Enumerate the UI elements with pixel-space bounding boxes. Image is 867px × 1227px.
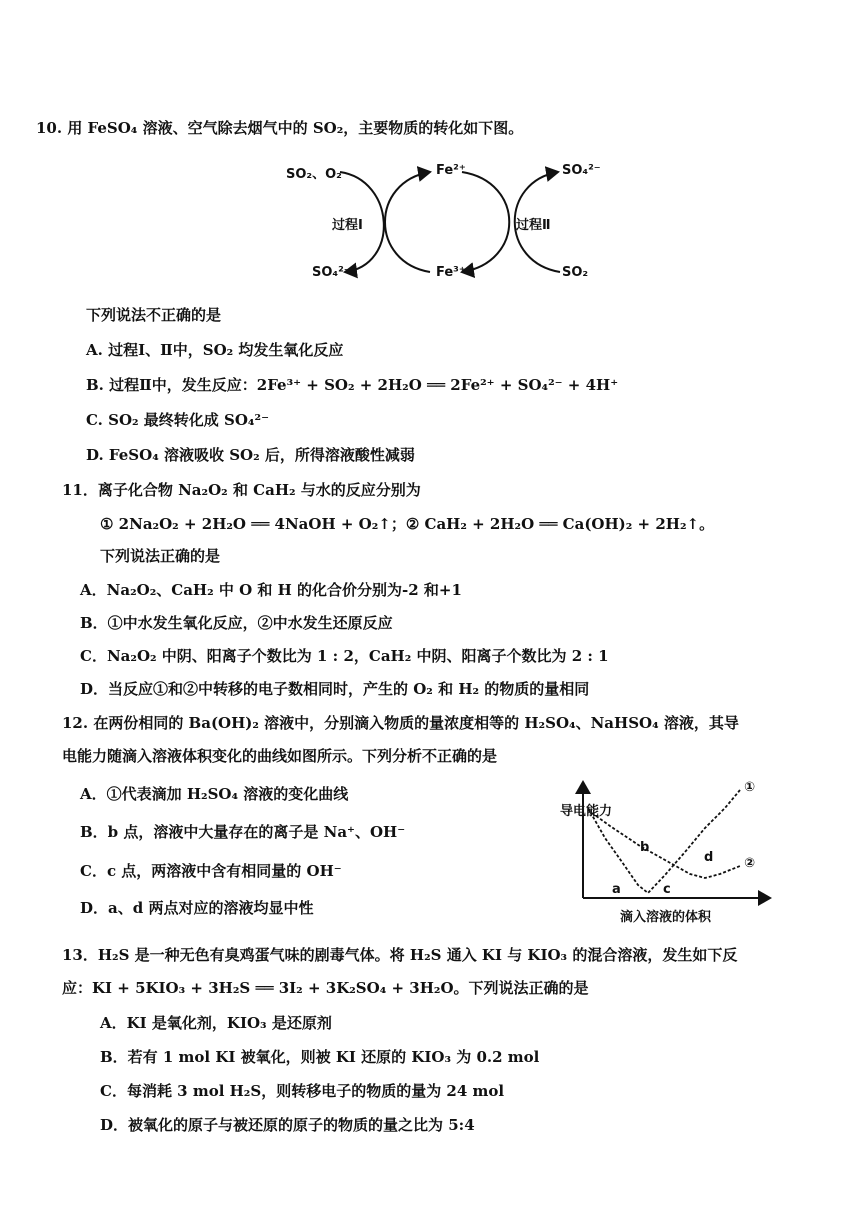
diagram-bottom-mid: Fe³⁺	[436, 265, 466, 280]
q12-option-b: B．b 点，溶液中大量存在的离子是 Na⁺、OH⁻	[80, 823, 406, 841]
q11-equations: ① 2Na₂O₂ + 2H₂O ══ 4NaOH + O₂↑；② CaH₂ + 2H₂O ══ Ca(OH)₂ + 2H₂↑。	[100, 515, 715, 533]
q13-stem-line1: 13．H₂S 是一种无色有臭鸡蛋气味的剧毒气体。将 H₂S 通入 KI 与 KIO₃ 的混合溶液，发生如下反	[62, 946, 738, 964]
diagram-top-right: SO₄²⁻	[562, 163, 601, 178]
q11-ask: 下列说法正确的是	[100, 547, 221, 565]
q10-ask: 下列说法不正确的是	[86, 306, 222, 324]
graph-ylabel: 导电能力	[560, 804, 613, 819]
q12-stem-line2: 电能力随滴入溶液体积变化的曲线如图所示。下列分析不正确的是	[62, 747, 498, 765]
process1-right-arc	[385, 172, 430, 272]
q10-option-b: B. 过程Ⅱ中，发生反应：2Fe³⁺ + SO₂ + 2H₂O ══ 2Fe²⁺ + SO₄²⁻ + 4H⁺	[86, 376, 619, 394]
diagram-top-mid: Fe²⁺	[436, 163, 466, 178]
process2-left-arc	[462, 172, 509, 272]
graph-xlabel: 滴入溶液的体积	[620, 910, 712, 925]
q12-option-a: A．①代表滴加 H₂SO₄ 溶液的变化曲线	[80, 785, 349, 803]
q12-stem-line1: 12. 在两份相同的 Ba(OH)₂ 溶液中，分别滴入物质的量浓度相等的 H₂SO₄、NaHSO₄ 溶液，其导	[62, 714, 739, 732]
q11-option-b: B．①中水发生氧化反应，②中水发生还原反应	[80, 614, 393, 632]
graph-point-a: a	[612, 882, 621, 897]
diagram-process-2: 过程Ⅱ	[516, 218, 551, 233]
diagram-bottom-left: SO₄²⁻	[312, 265, 351, 280]
diagram-bottom-right: SO₂	[562, 265, 589, 280]
graph-point-b: b	[640, 840, 650, 855]
q10-option-a: A. 过程Ⅰ、Ⅱ中，SO₂ 均发生氧化反应	[86, 341, 344, 359]
q11-option-a: A．Na₂O₂、CaH₂ 中 O 和 H 的化合价分别为-2 和+1	[80, 581, 462, 599]
q11-option-c: C．Na₂O₂ 中阴、阳离子个数比为 1 : 2，CaH₂ 中阴、阳离子个数比为 2 : 1	[80, 647, 609, 665]
q10-option-d: D. FeSO₄ 溶液吸收 SO₂ 后，所得溶液酸性减弱	[86, 446, 415, 464]
q13-option-b: B．若有 1 mol KI 被氧化，则被 KI 还原的 KIO₃ 为 0.2 mol	[100, 1048, 540, 1066]
q13-stem-line2: 应：KI + 5KIO₃ + 3H₂S ══ 3I₂ + 3K₂SO₄ + 3H₂O。下列说法正确的是	[62, 979, 589, 997]
q11-stem: 11．离子化合物 Na₂O₂ 和 CaH₂ 与水的反应分别为	[62, 481, 421, 499]
q10-option-c: C. SO₂ 最终转化成 SO₄²⁻	[86, 411, 269, 429]
graph-curve1-label: ①	[744, 780, 756, 795]
diagram-top-left: SO₂、O₂	[286, 167, 342, 182]
q12-option-d: D．a、d 两点对应的溶液均显中性	[80, 899, 314, 917]
q13-option-d: D．被氧化的原子与被还原的原子的物质的量之比为 5:4	[100, 1116, 475, 1134]
q13-option-c: C．每消耗 3 mol H₂S，则转移电子的物质的量为 24 mol	[100, 1082, 505, 1100]
curve-2	[588, 810, 740, 878]
graph-curve2-label: ②	[744, 856, 756, 871]
graph-point-c: c	[663, 882, 671, 897]
diagram-process-1: 过程Ⅰ	[332, 218, 363, 233]
q10-stem: 10. 用 FeSO₄ 溶液、空气除去烟气中的 SO₂，主要物质的转化如下图。	[36, 119, 524, 137]
graph-point-d: d	[704, 850, 714, 865]
q11-option-d: D．当反应①和②中转移的电子数相同时，产生的 O₂ 和 H₂ 的物质的量相同	[80, 680, 590, 698]
q12-option-c: C．c 点，两溶液中含有相同量的 OH⁻	[80, 862, 342, 880]
q13-option-a: A．KI 是氧化剂，KIO₃ 是还原剂	[100, 1014, 332, 1032]
